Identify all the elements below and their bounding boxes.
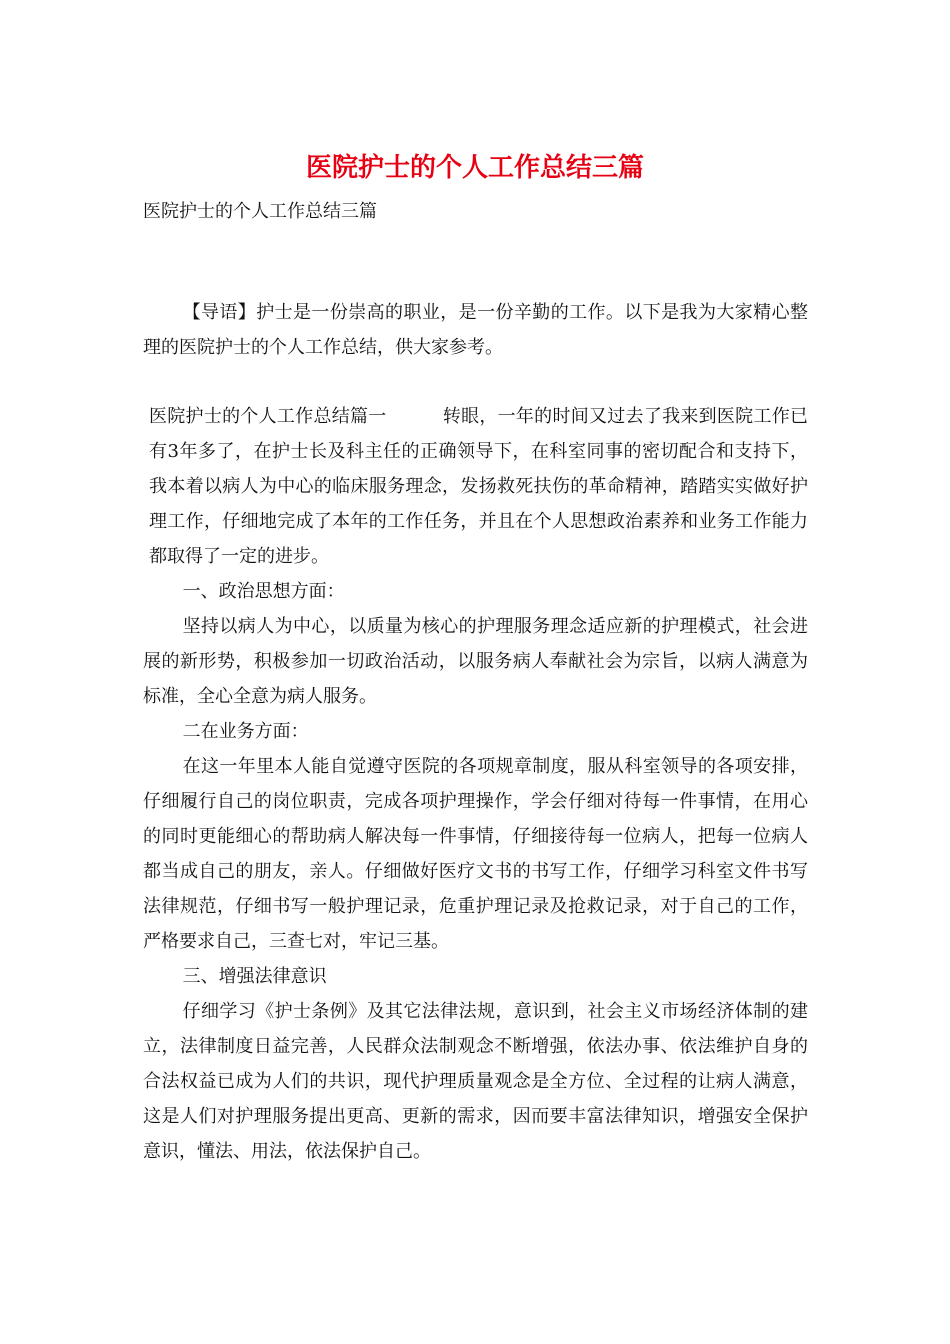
document-body [143,295,808,1169]
intro-paragraph: 【导语】护士是一份崇高的职业，是一份辛勤的工作。以下是我为大家精心整理的医院护士的个人工作总结，供大家参考。 [143,302,808,358]
document-subtitle: 医院护士的个人工作总结三篇 [143,201,377,222]
heading-politics: 一、政治思想方面： [182,581,345,602]
business-paragraph: 在这一年里本人能自觉遵守医院的各项规章制度，服从科室领导的各项安排，仔细履行自己的岗位职责，完成各项护理操作，学会仔细对待每一件事情，在用心的同时更能细心的帮助病人解决每一件事情，仔细接待每一位病人，把每一位病人都当成自己的朋友，亲人。仔细做好医疗文书的书写工作，仔细学习科室文件书写法律规范，仔细书写一般护理记录，危重护理记录及抢救记录，对于自己的工作，严格要求自己，三查七对，牢记三基。 [143,756,808,952]
law-paragraph: 仔细学习《护士条例》及其它法律法规，意识到，社会主义市场经济体制的建立，法律制度日益完善，人民群众法制观念不断增强，依法办事、依法维护自身的合法权益已成为人们的共识，现代护理质量观念是全方位、全过程的让病人满意，这是人们对护理服务提出更高、更新的需求，因而要丰富法律知识，增强安全保护意识，懂法、用法，依法保护自己。 [143,1001,808,1162]
section1-paragraph [143,399,808,574]
heading-business: 二在业务方面： [182,721,309,742]
document-title: 医院护士的个人工作总结三篇 [305,153,644,183]
heading-law: 三、增强法律意识 [182,966,327,987]
politics-paragraph: 坚持以病人为中心，以质量为核心的护理服务理念适应新的护理模式，社会进展的新形势，积极参加一切政治活动，以服务病人奉献社会为宗旨，以病人满意为标准，全心全意为病人服务。 [143,616,808,707]
section1-lead: 转眼，一年的时间又过去了我来到医院工作已有3年多了，在护士长及科主任的正确领导下，在科室同事的密切配合和支持下，我本着以病人为中心的临床服务理念，发扬救死扶伤的革命精神，踏踏实实做好护理工作，仔细地完成了本年的工作任务，并且在个人思想政治素养和业务工作能力都取得了一定的进步。 [149,406,808,567]
section1-heading: 医院护士的个人工作总结篇一 [149,406,387,427]
paragraph-gap [143,365,808,399]
